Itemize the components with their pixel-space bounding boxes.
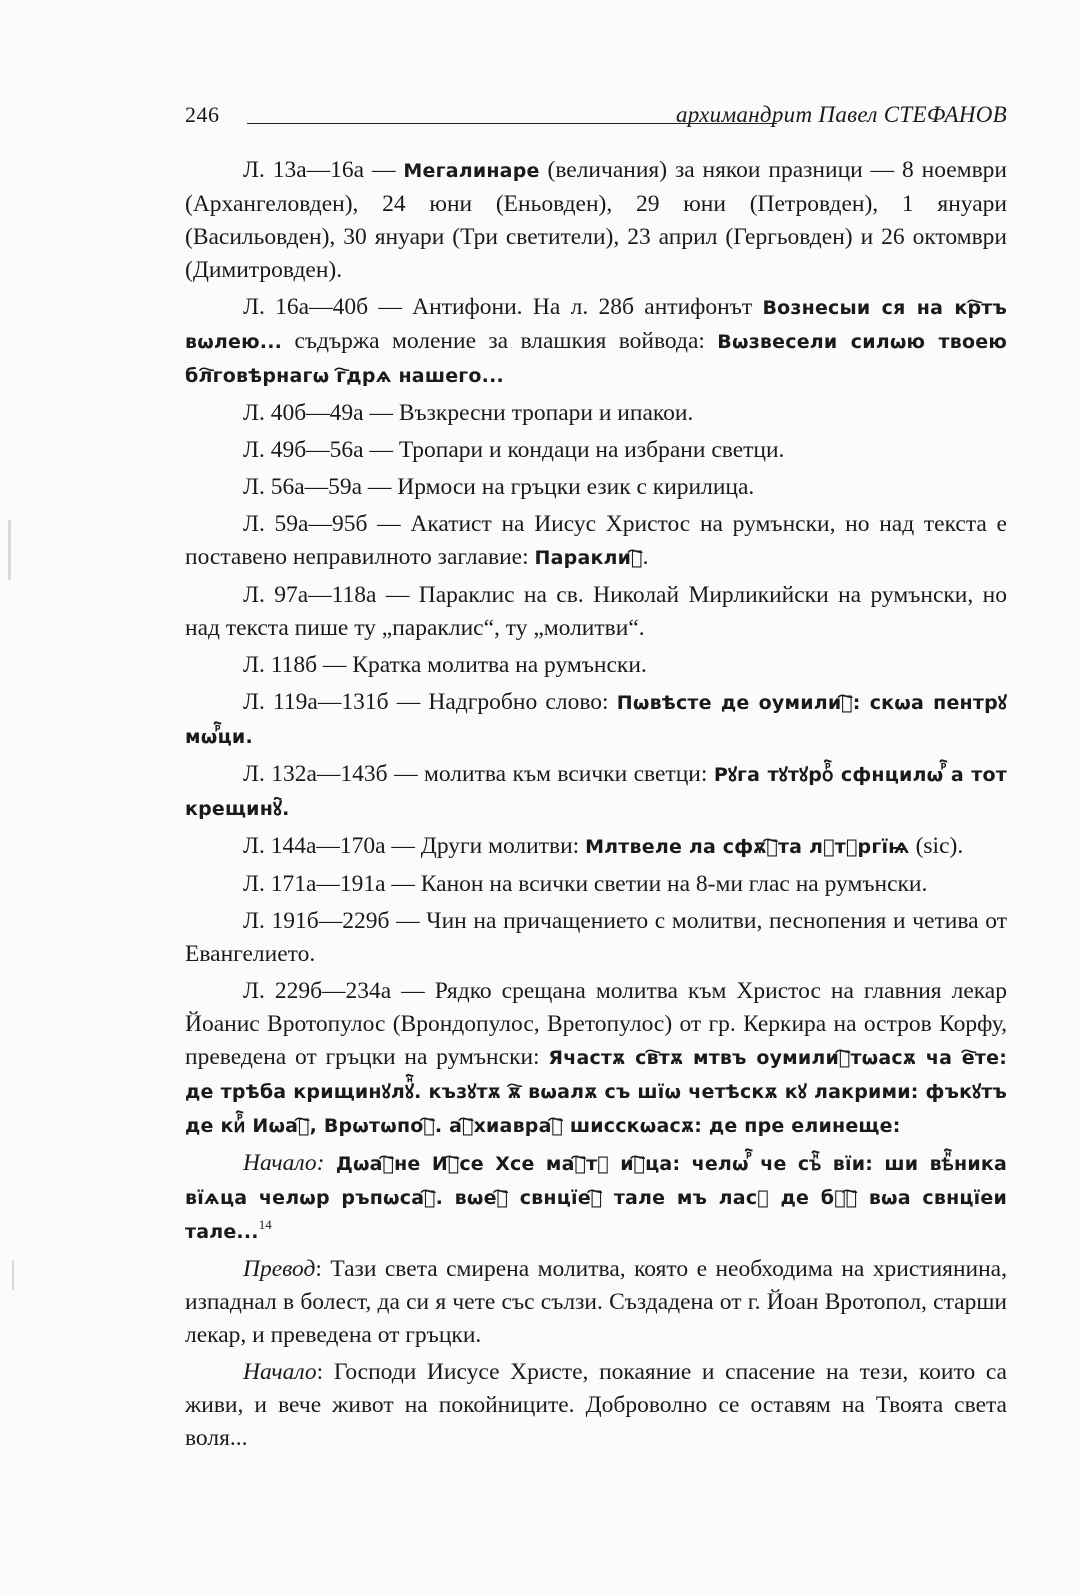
- paragraph-text: Л. 191б—229б — Чин на причащението с молитви, песнопения и четива от Евангелието.: [185, 908, 1007, 967]
- church-slavonic-quote: Параклиⷭ҇: [534, 547, 643, 569]
- church-slavonic-quote: Ячастѫ св҇тѫ мтвъ оумилиⷩ҇тωасѫ ча е҇те: де трѣба крищинꙋлꙋⷩ҇. къзꙋтѫ ѫ҇ вωалѫ съ шїω четѣскѫ кꙋ лакрими: фъкꙋтъ де киⷬ҇ Иωаⷩ҇, Врωтωпоⷧ҇. аⷬ҇хиавраⷱ҇ шисскωасѫ: де пре елинеще:: [185, 1047, 1007, 1137]
- paragraph-text: Л. 56а—59а — Ирмоси на гръцки език с кирилица.: [243, 474, 755, 500]
- running-head: архимандрит Павел СТЕФАНОВ: [676, 102, 1007, 127]
- paragraph-text: Л. 144а—170а — Други молитви:: [243, 833, 586, 859]
- paragraph-text: Л. 118б — Кратка молитва на румънски.: [243, 652, 647, 678]
- paragraph-text: : Тази света смирена молитва, която е необходима на християнина, изпаднал в болест, да си я чете със сълзи. Създадена от г. Йоан Вротопол, старши лекар, и преведена от гръцки.: [185, 1256, 1007, 1348]
- paragraph-text: Л. 132а—143б — молитва към всички светци:: [243, 761, 714, 787]
- paragraph-text: съдържа моление за влашкия войвода:: [282, 328, 718, 354]
- scan-mark: [12, 1260, 14, 1290]
- paragraph: [185, 868, 1007, 901]
- paragraph: [185, 579, 1007, 645]
- paragraph-text: Л. 119а—131б — Надгробно слово:: [243, 689, 617, 715]
- paragraph: [185, 686, 1007, 754]
- church-slavonic-quote: Вωзвесели силωю твоею бл҇говѣрнагω г҇дрѧ нашего...: [185, 331, 1007, 387]
- paragraph-text: Л. 13а—16а —: [243, 157, 404, 183]
- paragraph: [185, 508, 1007, 575]
- paragraph: [185, 758, 1007, 826]
- document-page: [185, 92, 1007, 1459]
- body-text: [185, 154, 1007, 1455]
- church-slavonic-quote: Мегалинаре: [403, 160, 540, 182]
- paragraph: [185, 975, 1007, 1143]
- paragraph: [185, 154, 1007, 287]
- paragraph: [185, 1253, 1007, 1352]
- church-slavonic-quote: Рꙋга тꙋтꙋроⷬ҇ сфнцилωⷬ҇ а тот крещинꙋ҇.: [185, 764, 1007, 820]
- page-header: [185, 92, 1007, 144]
- paragraph: [185, 1356, 1007, 1455]
- paragraph: [185, 434, 1007, 467]
- paragraph-text: Л. 97а—118а — Параклис на св. Николай Мирликийски на румънски, но над текста пише ту „параклис“, ту „молитви“.: [185, 582, 1007, 641]
- italic-heading: Превод: [243, 1256, 316, 1282]
- church-slavonic-quote: Млтвеле ла сфѫⷩ҇та лꙋтꙋргїѩ: [585, 836, 910, 858]
- paragraph-text: Л. 229б—234а — Рядко срещана молитва към Христос на главния лекар Йоанис Вротопулос (Врондопулос, Вретопулос) от гр. Керкира на остров Корфу, преведена от гръцки на румънски:: [185, 978, 1007, 1070]
- scan-mark: [8, 520, 11, 580]
- paragraph-text: Л. 171а—191а — Канон на всички светии на 8-ми глас на румънски.: [243, 871, 928, 897]
- paragraph: [185, 291, 1007, 393]
- paragraph-text: : Господи Иисусе Христе, покаяние и спасение на тези, които са живи, и вече живот на покойниците. Доброволно се оставям на Твоята света воля...: [185, 1359, 1007, 1451]
- paragraph-text: Л. 16а—40б — Антифони. На л. 28б антифонът: [243, 294, 763, 320]
- page-number: 246: [185, 102, 220, 127]
- italic-heading: Начало: [243, 1359, 317, 1385]
- paragraph: [185, 649, 1007, 682]
- paragraph-text: (величания) за някои празници — 8 ноември (Архангеловден), 24 юни (Еньовден), 29 юни (Петровден), 1 януари (Васильовден), 30 януари (Три светители), 23 април (Гергьовден) и 26 октомври (Димитровден).: [185, 157, 1007, 283]
- church-slavonic-quote: Пωвѣсте де оумилиⷩ҇: скωа пентрꙋ мωⷬ҇ци.: [185, 692, 1007, 748]
- footnote-marker: 14: [258, 1217, 272, 1233]
- italic-heading: Начало:: [243, 1150, 325, 1176]
- church-slavonic-quote: Дωаⷩ҇не Иⷭ҇се Хсе маⷩ҇тꙋ иⷩ҇ца: челωⷬ҇ че съⷩ҇ вїи: ши вѣⷩ҇ника вїѧца челωр ръпωсаⷱ҇. вωеⷩ҇ свнцїеⷩ҇ тале мъ ласꙋ де бꙋⷩ҇ вωа свнцїеи тале...: [185, 1153, 1007, 1243]
- paragraph-text: Л. 40б—49а — Възкресни тропари и ипакои.: [243, 400, 694, 426]
- paragraph-text: .: [642, 544, 649, 570]
- church-slavonic-quote: Вознесыи ся на кр҇тъ вωлею...: [185, 297, 1007, 353]
- paragraph: [185, 471, 1007, 504]
- paragraph: [185, 1147, 1007, 1249]
- paragraph: [185, 397, 1007, 430]
- paragraph-text: Л. 49б—56а — Тропари и кондаци на избрани светци.: [243, 437, 785, 463]
- paragraph-text: (sic).: [909, 833, 964, 859]
- paragraph: [185, 830, 1007, 864]
- paragraph: [185, 905, 1007, 971]
- paragraph-text: Л. 59а—95б — Акатист на Иисус Христос на румънски, но над текста е поставено неправилното заглавие:: [185, 511, 1007, 570]
